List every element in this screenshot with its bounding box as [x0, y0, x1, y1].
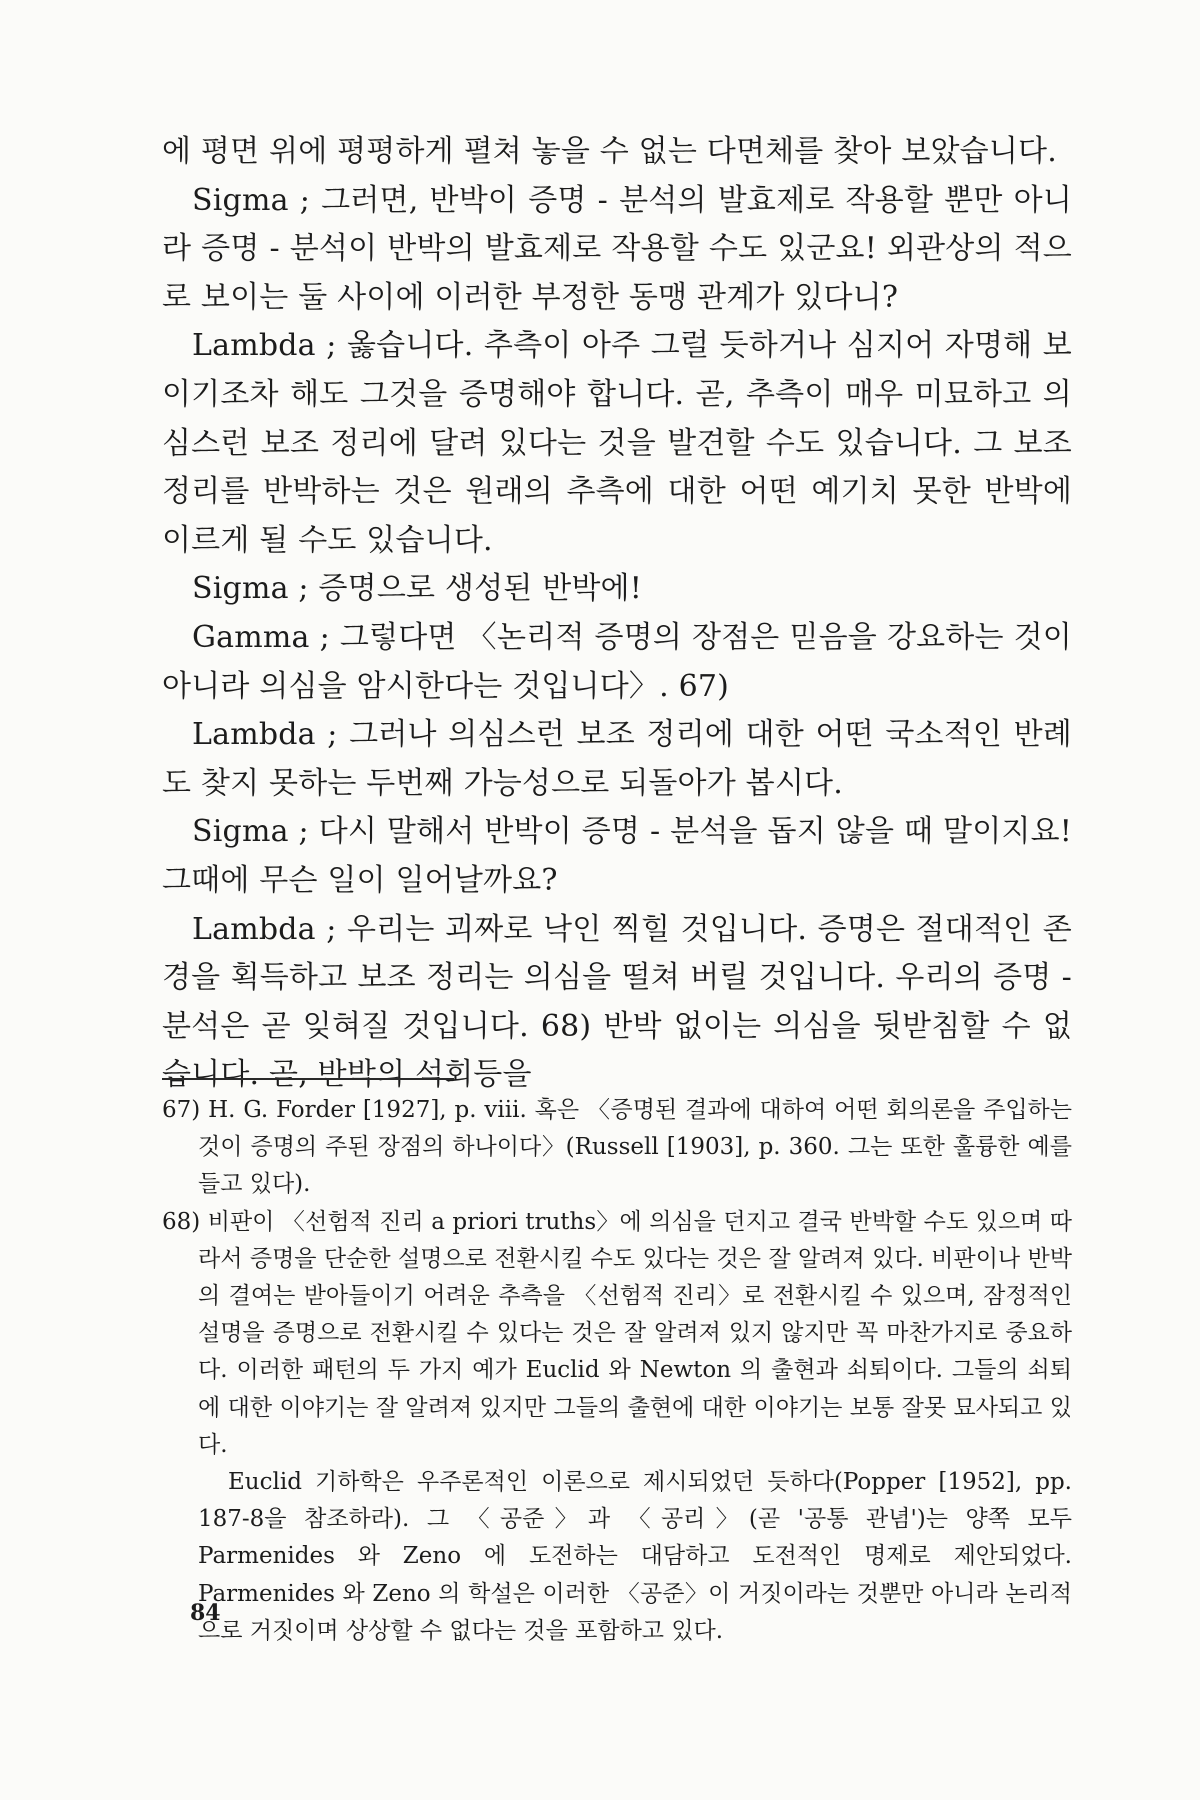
dialogue-sigma: Sigma ; 다시 말해서 반박이 증명 - 분석을 돕지 않을 때 말이지요! 그때에 무슨 일이 일어날까요?: [162, 814, 1072, 898]
dialogue-lambda: Lambda ; 옳습니다. 추측이 아주 그럴 듯하거나 심지어 자명해 보이기조차 해도 그것을 증명해야 합니다. 곧, 추측이 매우 미묘하고 의심스런 보조 정리에 달려 있다는 것을 발견할 수도 있습니다. 그 보조 정리를 반박하는 것은 원래의 추측에 대한 어떤 예기치 못한 반박에 이르게 될 수도 있습니다.: [162, 328, 1072, 558]
dialogue-lambda: Lambda ; 그러나 의심스런 보조 정리에 대한 어떤 국소적인 반례도 찾지 못하는 두번째 가능성으로 되돌아가 봅시다.: [162, 717, 1072, 801]
footnotes: [162, 1092, 1072, 1650]
footnote-divider: [162, 1078, 454, 1080]
dialogue-sigma: Sigma ; 증명으로 생성된 반박에!: [192, 571, 642, 607]
paragraph: 에 평면 위에 평평하게 펼쳐 놓을 수 없는 다면체를 찾아 보았습니다.: [162, 134, 1057, 169]
dialogue-lambda: Lambda ; 우리는 괴짜로 낙인 찍힐 것입니다. 증명은 절대적인 존경을 획득하고 보조 정리는 의심을 떨쳐 버릴 것입니다. 우리의 증명 - 분석은 곧 잊혀질 것입니다. 68) 반박 없이는 의심을 뒷받침할 수 없습니다. 곧, 반박의 석회등을: [162, 911, 1072, 1093]
page-number: 84: [190, 1600, 221, 1626]
main-text: [162, 128, 1072, 1100]
dialogue-sigma: Sigma ; 그러면, 반박이 증명 - 분석의 발효제로 작용할 뿐만 아니라 증명 - 분석이 반박의 발효제로 작용할 수도 있군요! 외관상의 적으로 보이는 둘 사이에 이러한 부정한 동맹 관계가 있다니?: [162, 182, 1072, 315]
footnote-67: 67) H. G. Forder [1927], p. viii. 혹은 〈증명된 결과에 대하여 어떤 회의론을 주입하는 것이 증명의 주된 장점의 하나이다〉(Russell [1903], p. 360. 그는 또한 훌륭한 예를 들고 있다).: [162, 1097, 1072, 1198]
dialogue-gamma: Gamma ; 그렇다면 〈논리적 증명의 장점은 믿음을 강요하는 것이 아니라 의심을 암시한다는 것입니다〉. 67): [162, 619, 1072, 704]
footnote-68-continued: Euclid 기하학은 우주론적인 이론으로 제시되었던 듯하다(Popper [1952], pp. 187-8을 참조하라). 그 〈공준〉과 〈공리〉(곧 '공통 관념')는 양쪽 모두 Parmenides 와 Zeno 에 도전하는 대담하고 도전적인 명제로 제안되었다. Parmenides 와 Zeno 의 학설은 이러한 〈공준〉이 거짓이라는 것뿐만 아니라 논리적으로 거짓이며 상상할 수 없다는 것을 포함하고 있다.: [198, 1469, 1072, 1644]
footnote-68: 68) 비판이 〈선험적 진리 a priori truths〉에 의심을 던지고 결국 반박할 수도 있으며 따라서 증명을 단순한 설명으로 전환시킬 수도 있다는 것은 잘 알려져 있다. 비판이나 반박의 결여는 받아들이기 어려운 추측을 〈선험적 진리〉로 전환시킬 수 있으며, 잠정적인 설명을 증명으로 전환시킬 수 있다는 것은 잘 알려져 있지 않지만 꼭 마찬가지로 중요하다. 이러한 패턴의 두 가지 예가 Euclid 와 Newton 의 출현과 쇠퇴이다. 그들의 쇠퇴에 대한 이야기는 잘 알려져 있지만 그들의 출현에 대한 이야기는 보통 잘못 묘사되고 있다.: [162, 1208, 1072, 1458]
